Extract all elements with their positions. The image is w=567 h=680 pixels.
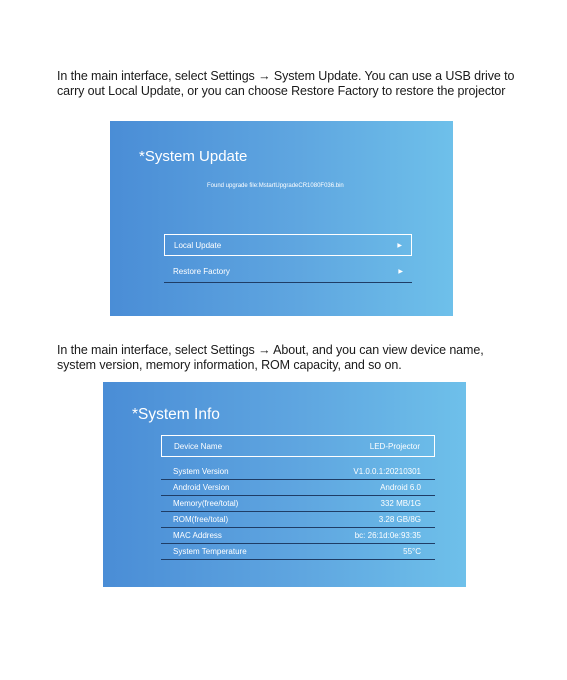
info-label: System Temperature [173,547,247,556]
play-arrow-icon: ▶ [397,243,402,249]
info-label: Memory(free/total) [173,499,239,508]
system-update-screenshot [110,121,453,316]
local-update-item[interactable] [164,234,412,256]
info-label: System Version [173,467,229,476]
device-name-value: LED-Projector [369,442,420,451]
info-label: Android Version [173,483,230,492]
rom-row [161,512,435,528]
play-arrow-icon: ▶ [398,269,403,275]
android-version-row [161,480,435,496]
info-label: MAC Address [173,531,222,540]
system-update-title: *System Update [139,148,248,165]
info-value: 55°C [403,547,421,556]
memory-row [161,496,435,512]
update-instructions: In the main interface, select Settings → System Update. You can use a USB drive to carry out Local Update, or you can choose Restore Factory to restore the projector [57,69,515,98]
info-value: 332 MB/1G [380,499,421,508]
info-value: V1.0.0.1:20210301 [353,467,421,476]
system-info-screenshot [103,382,466,587]
local-update-label: Local Update [174,241,222,250]
system-temperature-row [161,544,435,560]
mac-address-row [161,528,435,544]
info-label: ROM(free/total) [173,515,229,524]
device-name-row[interactable] [161,435,435,457]
info-value: Android 6.0 [380,483,421,492]
about-instructions: In the main interface, select Settings → About, and you can view device name, system version, memory information, ROM capacity, and so on. [57,343,484,372]
system-info-title: *System Info [132,406,220,423]
device-name-label: Device Name [174,442,223,451]
found-upgrade-text: Found upgrade file:MstartUpgradeCR1080F036.bin [207,183,344,189]
restore-factory-item[interactable] [164,261,412,283]
restore-factory-label: Restore Factory [173,267,230,276]
system-version-row [161,464,435,480]
info-value: 3.28 GB/8G [378,515,421,524]
info-value: bc: 26:1d:0e:93:35 [354,531,421,540]
